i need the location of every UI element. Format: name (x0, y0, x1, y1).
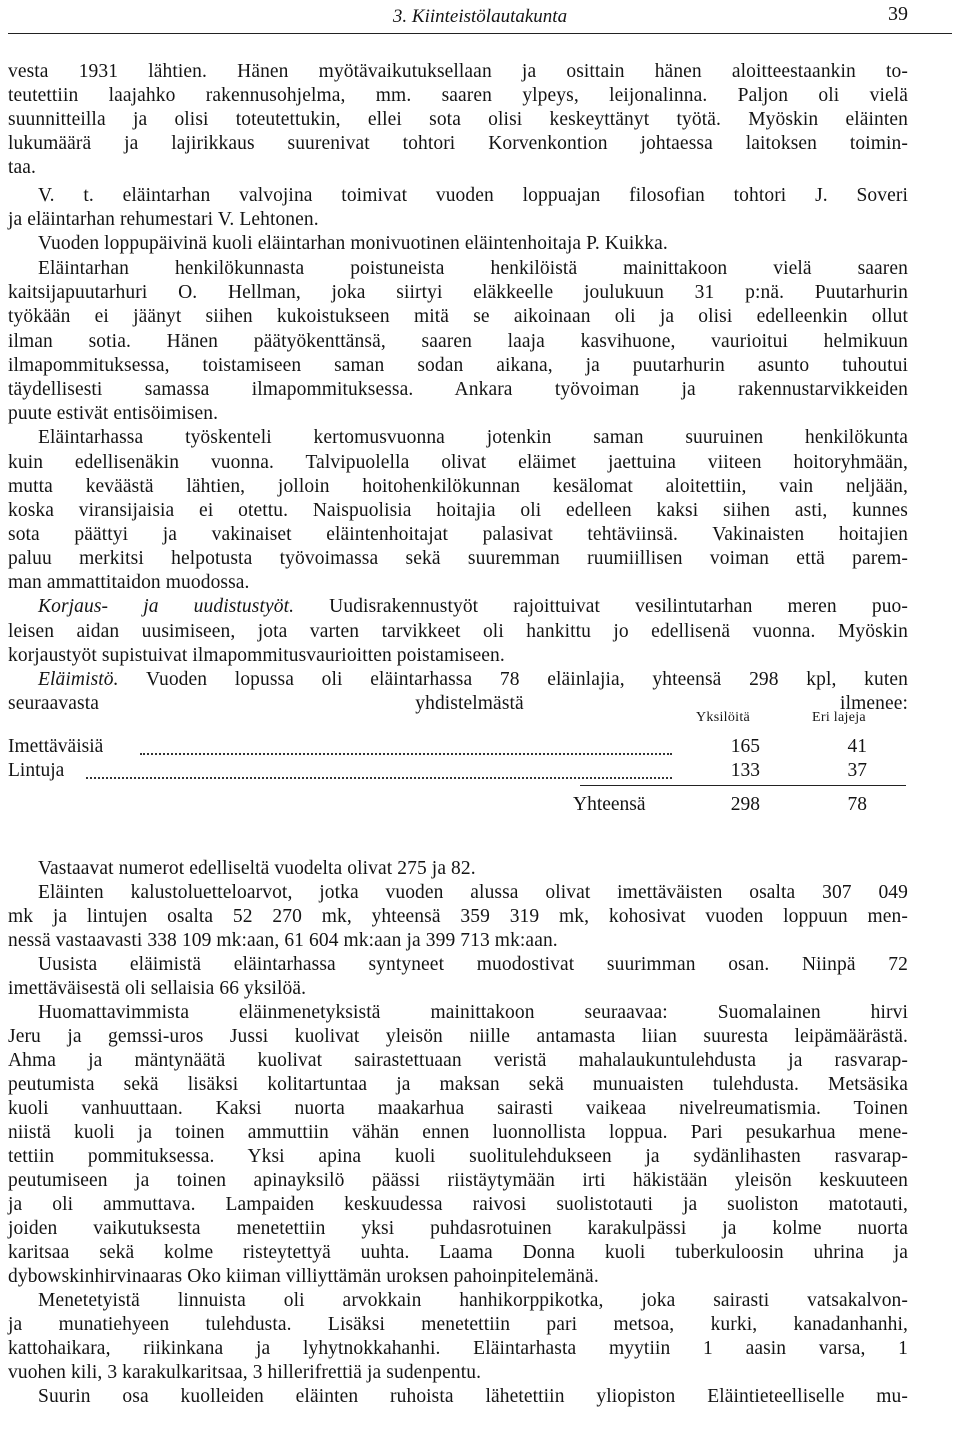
text-line-content: ilman sotia. Hänen päätyökenttänsä, saaren laaja kasvihuone, vaurioitui helmikuun (8, 331, 908, 352)
sum-rule (580, 785, 906, 786)
table-row (8, 734, 908, 760)
table-total-row (8, 792, 908, 818)
text-line-content: karitsaa sekä kolme risteytettyä uuhta. Laama Donna kuoli tuberkuloosin uhrina ja (8, 1242, 908, 1263)
row-label: Imettäväisiä (8, 736, 104, 757)
text-line-content: niistä kuoli ja toinen ammuttiin vähän ennen luonnollista loppua. Pari pesukarhua mene- (8, 1122, 908, 1143)
text-line-content: mk ja lintujen osalta 52 270 mk, yhteensä 359 319 mk, kohosivat vuoden loppuun men- (8, 906, 908, 927)
text-line (8, 475, 908, 498)
text-line (38, 1385, 908, 1408)
text-line (8, 1169, 908, 1192)
text-line-content: man ammattitaidon muodossa. (8, 572, 250, 593)
text-line (8, 281, 908, 304)
running-header (0, 0, 960, 40)
running-header-title: 3. Kiinteistölautakunta (392, 6, 568, 27)
text-line-content: Eläinten kalustoluetteloarvot, jotka vuoden alussa olivat imettäväisten osalta 307 049 (38, 882, 908, 903)
text-line (8, 60, 908, 83)
text-line-content: ja eläintarhan rehumestari V. Lehtonen. (8, 209, 319, 230)
text-line (8, 208, 908, 231)
dot-leader (140, 753, 672, 755)
text-line-content: sota päättyi ja vakinaiset eläintenhoitajat palasivat tehtäviinsä. Vakinaisten hoitajien (8, 524, 908, 545)
text-line (8, 523, 908, 546)
text-line (8, 644, 908, 667)
text-line-content: ilmapommituksessa, toistamiseen saman sodan aikana, ja puutarhurin asunto tuhoutui (8, 355, 908, 376)
text-line-content: dybowskinhirvinaaras Oko kiiman villiyttämän uroksen pahoinpitelemänä. (8, 1266, 599, 1287)
text-line-content: Menetetyistä linnuista oli arvokkain hanhikorppikotka, joka sairasti vatsakalvon- (38, 1290, 908, 1311)
text-line-content: kuoli vanhuuttaan. Kaksi nuorta maakarhua sairasti vaikeaa nivelreumatismia. Toinen (8, 1098, 908, 1119)
row-count: 165 (730, 736, 760, 757)
text-line-content: korjaustyöt supistuivat ilmapommitusvaurioitten poistamiseen. (8, 645, 505, 666)
text-line (8, 1145, 908, 1168)
text-line-content: ja munatiehyeen tulehdusta. Lisäksi menetettiin pari metsoa, kurki, kanadanhanhi, (8, 1314, 908, 1335)
text-line (8, 84, 908, 107)
text-line (8, 1241, 908, 1264)
text-line (38, 595, 908, 618)
row-species: 41 (847, 736, 867, 757)
text-line (8, 905, 908, 928)
text-line-content: Suurin osa kuolleiden eläinten ruhoista lähetettiin yliopiston Eläintieteelliselle mu- (38, 1386, 908, 1407)
text-line (8, 330, 908, 353)
text-line (8, 499, 908, 522)
text-line-content: V. t. eläintarhan valvojina toimivat vuoden loppuajan filosofian tohtori J. Soveri (38, 185, 908, 206)
text-line-content: tettiin pommituksessa. Yksi apina kuoli suolitulehdukseen ja sydänlihasten rasvarap- (8, 1146, 908, 1167)
text-line-content: kuin edellisenäkin vuonna. Talvipuolella olivat eläimet jaettuina viiteen hoitoryhmään, (8, 452, 908, 473)
column-header-species: Eri lajeja (812, 710, 866, 725)
text-line-content: peutumista sekä lisäksi kolitartuntaa ja maksan sekä munuaisten tulehdusta. Metsäsika (8, 1074, 908, 1095)
text-line (8, 929, 908, 952)
text-line-content: puute estivät entisöimisen. (8, 403, 219, 424)
text-line (38, 184, 908, 207)
text-line-content: vesta 1931 lähtien. Hänen myötävaikutuksellaan ja osittain hänen aloitteestaankin to- (8, 61, 908, 82)
text-line-content: seuraavasta yhdistelmästä ilmenee: (8, 693, 908, 714)
text-line (8, 305, 908, 328)
text-line (38, 232, 908, 255)
section-heading: Korjaus- ja uudistustyöt. (38, 596, 295, 617)
text-line-content: Vuoden loppupäivinä kuoli eläintarhan monivuotinen eläintenhoitaja P. Kuikka. (38, 233, 668, 254)
text-line-content: Ahma ja mäntynäätä kuolivat sairastettuaan veristä mahalaukuntulehdusta ja rasvarap- (8, 1050, 908, 1071)
text-line (38, 426, 908, 449)
text-line-content: leisen aidan uusimiseen, jota varten tarvikkeet oli hankittu jo edellisenä vuonna. Myöskin (8, 621, 908, 642)
text-line-content: suunnitteilla ja olisi toteutettukin, ellei sota olisi keskeyttänyt työtä. Myöskin eläinten (8, 109, 908, 130)
text-line (8, 1361, 908, 1384)
text-line (38, 881, 908, 904)
text-line (38, 857, 908, 880)
text-line (8, 1217, 908, 1240)
text-line (8, 402, 908, 425)
text-line (8, 378, 908, 401)
text-line-content: nessä vastaavasti 338 109 mk:aan, 61 604 mk:aan ja 399 713 mk:aan. (8, 930, 558, 951)
text-line (8, 1097, 908, 1120)
text-line-content: Huomattavimmista eläinmenetyksistä mainittakoon seuraavaa: Suomalainen hirvi (38, 1002, 908, 1023)
text-line-content: Eläintarhan henkilökunnasta poistuneista henkilöistä mainittakoon vielä saaren (38, 258, 908, 279)
text-line-content: Eläintarhassa työskenteli kertomusvuonna jotenkin saman suuruinen henkilökunta (38, 427, 908, 448)
text-line (8, 354, 908, 377)
text-line-content: Uusista eläimistä eläintarhassa syntyneet muodostivat suurimman osan. Niinpä 72 (38, 954, 908, 975)
text-line-content: joiden vaikutuksesta menetettiin yksi puhdasrotuinen karakulpässi ja kolme nuorta (8, 1218, 908, 1239)
animal-summary-table (0, 700, 960, 840)
table-row (8, 758, 908, 784)
text-line-content: Vuoden lopussa oli eläintarhassa 78 eläinlajia, yhteensä 298 kpl, kuten (118, 669, 908, 690)
text-line (8, 108, 908, 131)
total-species: 78 (847, 794, 867, 815)
section-heading: Eläimistö. (38, 669, 119, 690)
text-line-content: peutumiseen ja toinen apinayksilö päässi riistäytymään irti häkistään yleisön keskuuteen (8, 1170, 908, 1191)
text-line (38, 953, 908, 976)
text-line-content: vuohen kili, 3 karakulkaritsaa, 3 hillerifrettiä ja sudenpentu. (8, 1362, 482, 1383)
text-line (8, 1265, 908, 1288)
text-line (38, 1001, 908, 1024)
text-line-content: Jeru ja gemssi-uros Jussi kuolivat yleisön niille antamasta liian suuresta leipämäärästä. (8, 1026, 908, 1047)
text-line (38, 1289, 908, 1312)
text-line-content: paluu merkitsi helpotusta työvoimassa sekä suuremman ruumiillisen voiman että parem- (8, 548, 908, 569)
text-line (8, 132, 908, 155)
text-line-content: ja oli ammuttava. Lampaiden keskuudessa raivosi suolistotauti ja suoliston matotauti, (8, 1194, 908, 1215)
text-line-content: kaitsijapuutarhuri O. Hellman, joka siirtyi eläkkeelle joulukuun 31 p:nä. Puutarhurin (8, 282, 908, 303)
text-line-content: Uudisrakennustyöt rajoittuivat vesilintutarhan meren puo- (294, 596, 908, 617)
text-line-content: kattohaikara, riikinkana ja lyhytnokkahanhi. Eläintarhasta myytiin 1 aasin varsa, 1 (8, 1338, 908, 1359)
text-line (8, 620, 908, 643)
text-line-content: työkään ei jäänyt siihen kukoistukseen mitä se aikoinaan oli ja olisi edelleenkin ollut (8, 306, 908, 327)
text-line-content: teutettiin laajahko rakennusohjelma, mm. saaren ylpeys, leijonalinna. Paljon oli vielä (8, 85, 908, 106)
column-header-individuals: Yksilöitä (696, 710, 751, 725)
text-line (8, 451, 908, 474)
text-line (8, 1121, 908, 1144)
text-line-content: imettäväisestä oli sellaisia 66 yksilöä. (8, 978, 307, 999)
dot-leader (86, 777, 672, 779)
text-line (38, 668, 908, 691)
text-line (8, 156, 908, 179)
text-line (8, 1313, 908, 1336)
text-line-content: taa. (8, 157, 37, 178)
page-number: 39 (888, 3, 908, 25)
header-rule (8, 33, 952, 34)
text-line (38, 257, 908, 280)
text-line (8, 547, 908, 570)
text-line (8, 1193, 908, 1216)
text-line-content: mutta keväästä lähtien, jolloin hoitohenkilökunnan kesälomat aloitettiin, vain neljään, (8, 476, 908, 497)
total-count: 298 (730, 794, 760, 815)
text-line-content: koska viransijaisia ei otettu. Naispuolisia hoitajia oli edelleen kaksi siihen asti, kunnes (8, 500, 908, 521)
text-line (8, 977, 908, 1000)
text-line-content: Vastaavat numerot edelliseltä vuodelta olivat 275 ja 82. (38, 858, 476, 879)
row-label: Lintuja (8, 760, 65, 781)
text-line-content: lukumäärä ja lajirikkaus suurenivat tohtori Korvenkontion johtaessa laitoksen toimin- (8, 133, 908, 154)
text-line (8, 1337, 908, 1360)
text-line (8, 1049, 908, 1072)
total-label: Yhteensä (573, 794, 646, 815)
text-line-content: täydellisesti samassa ilmapommituksessa. Ankara työvoiman ja rakennustarvikkeiden (8, 379, 908, 400)
row-count: 133 (730, 760, 760, 781)
row-species: 37 (847, 760, 867, 781)
text-line (8, 1073, 908, 1096)
text-line (8, 571, 908, 594)
text-line (8, 1025, 908, 1048)
